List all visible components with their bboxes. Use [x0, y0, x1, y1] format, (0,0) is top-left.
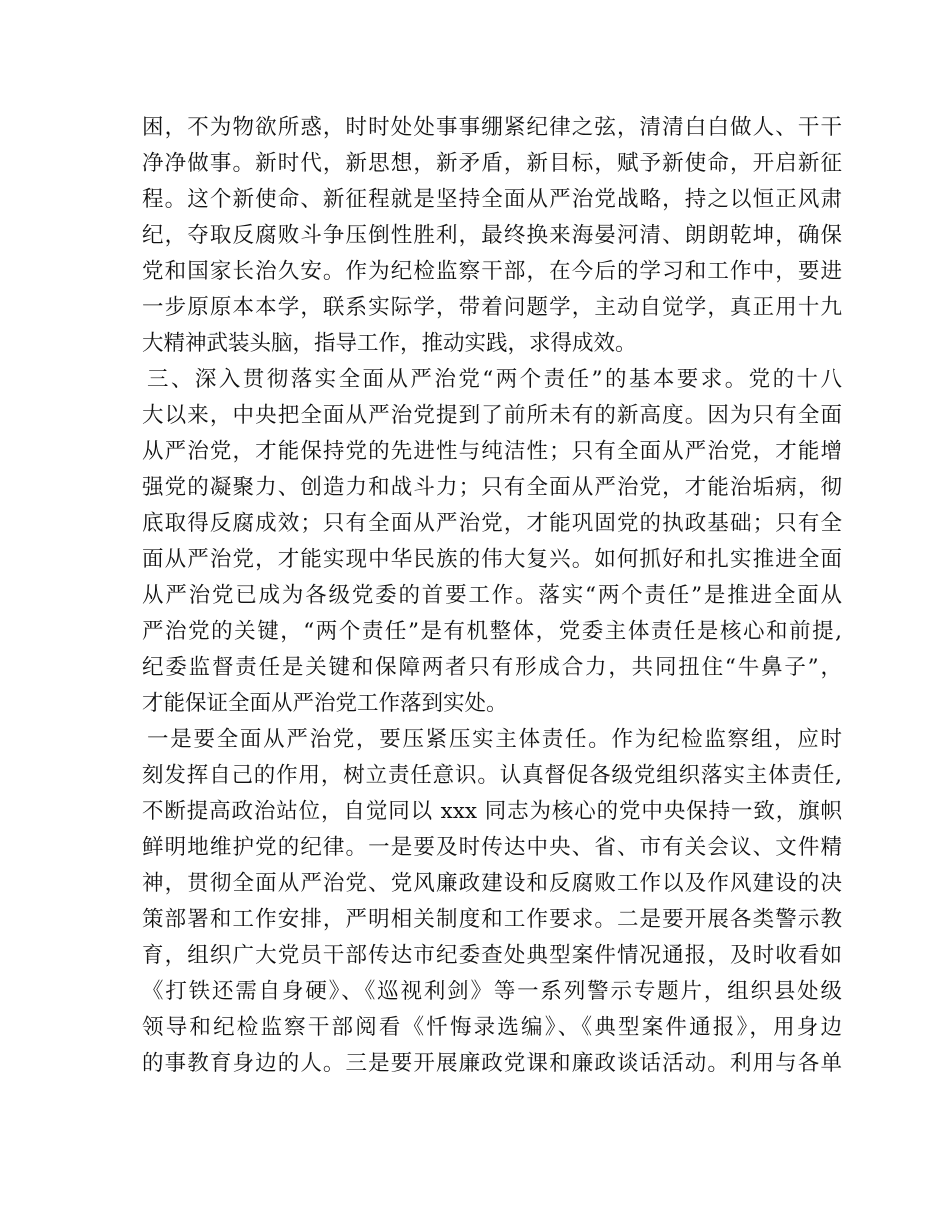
- text-line: 从严治党，才能保持党的先进性与纯洁性；只有全面从严治党，才能增: [142, 439, 842, 464]
- text-line: 严治党的关键，“两个责任”是有机整体，党委主体责任是核心和前提,: [142, 619, 842, 644]
- text-line: 不断提高政治站位，自觉同以 xxx 同志为核心的党中央保持一致，旗帜: [142, 799, 842, 824]
- text-line: 纪，夺取反腐败斗争压倒性胜利，最终换来海晏河清、朗朗乾坤，确保: [142, 223, 842, 248]
- text-line: 大精神武装头脑，指导工作，推动实践，求得成效。: [142, 331, 637, 356]
- text-line: 面从严治党，才能实现中华民族的伟大复兴。如何抓好和扎实推进全面: [142, 547, 842, 572]
- text-line: 三、深入贯彻落实全面从严治党“两个责任”的基本要求。党的十八: [147, 367, 842, 392]
- text-line: 一是要全面从严治党，要压紧压实主体责任。作为纪检监察组，应时: [147, 727, 842, 752]
- text-line: 刻发挥自己的作用，树立责任意识。认真督促各级党组织落实主体责任,: [142, 763, 842, 788]
- text-line: 大以来，中央把全面从严治党提到了前所未有的新高度。因为只有全面: [142, 403, 842, 428]
- text-line: 一步原原本本学，联系实际学，带着问题学，主动自觉学，真正用十九: [142, 295, 842, 320]
- text-line: 领导和纪检监察干部阅看《忏悔录选编》、《典型案件通报》，用身边: [142, 1015, 842, 1040]
- text-line: 育，组织广大党员干部传达市纪委查处典型案件情况通报，及时收看如: [142, 943, 842, 968]
- text-line: 困，不为物欲所惑，时时处处事事绷紧纪律之弦，清清白白做人、干干: [142, 115, 842, 140]
- text-line: 党和国家长治久安。作为纪检监察干部，在今后的学习和工作中，要进: [142, 259, 842, 284]
- text-line: 才能保证全面从严治党工作落到实处。: [142, 691, 508, 716]
- body-text: [142, 110, 842, 1082]
- text-line: 神，贯彻全面从严治党、党风廉政建设和反腐败工作以及作风建设的决: [142, 871, 842, 896]
- text-line: 强党的凝聚力、创造力和战斗力；只有全面从严治党，才能治垢病，彻: [142, 475, 842, 500]
- text-line: 《打铁还需自身硬》、《巡视利剑》等一系列警示专题片，组织县处级: [142, 979, 842, 1004]
- text-line: 净净做事。新时代，新思想，新矛盾，新目标，赋予新使命，开启新征: [142, 151, 842, 176]
- text-line: 程。这个新使命、新征程就是坚持全面从严治党战略，持之以恒正风肃: [142, 187, 842, 212]
- text-line: 底取得反腐成效；只有全面从严治党，才能巩固党的执政基础；只有全: [142, 511, 842, 536]
- text-line: 从严治党已成为各级党委的首要工作。落实“两个责任”是推进全面从: [142, 583, 842, 608]
- text-line: 的事教育身边的人。三是要开展廉政党课和廉政谈话活动。利用与各单: [142, 1051, 842, 1076]
- text-line: 纪委监督责任是关键和保障两者只有形成合力，共同扭住“牛鼻子”，: [142, 655, 842, 680]
- text-line: 鲜明地维护党的纪律。一是要及时传达中央、省、市有关会议、文件精: [142, 835, 842, 860]
- text-line: 策部署和工作安排，严明相关制度和工作要求。二是要开展各类警示教: [142, 907, 842, 932]
